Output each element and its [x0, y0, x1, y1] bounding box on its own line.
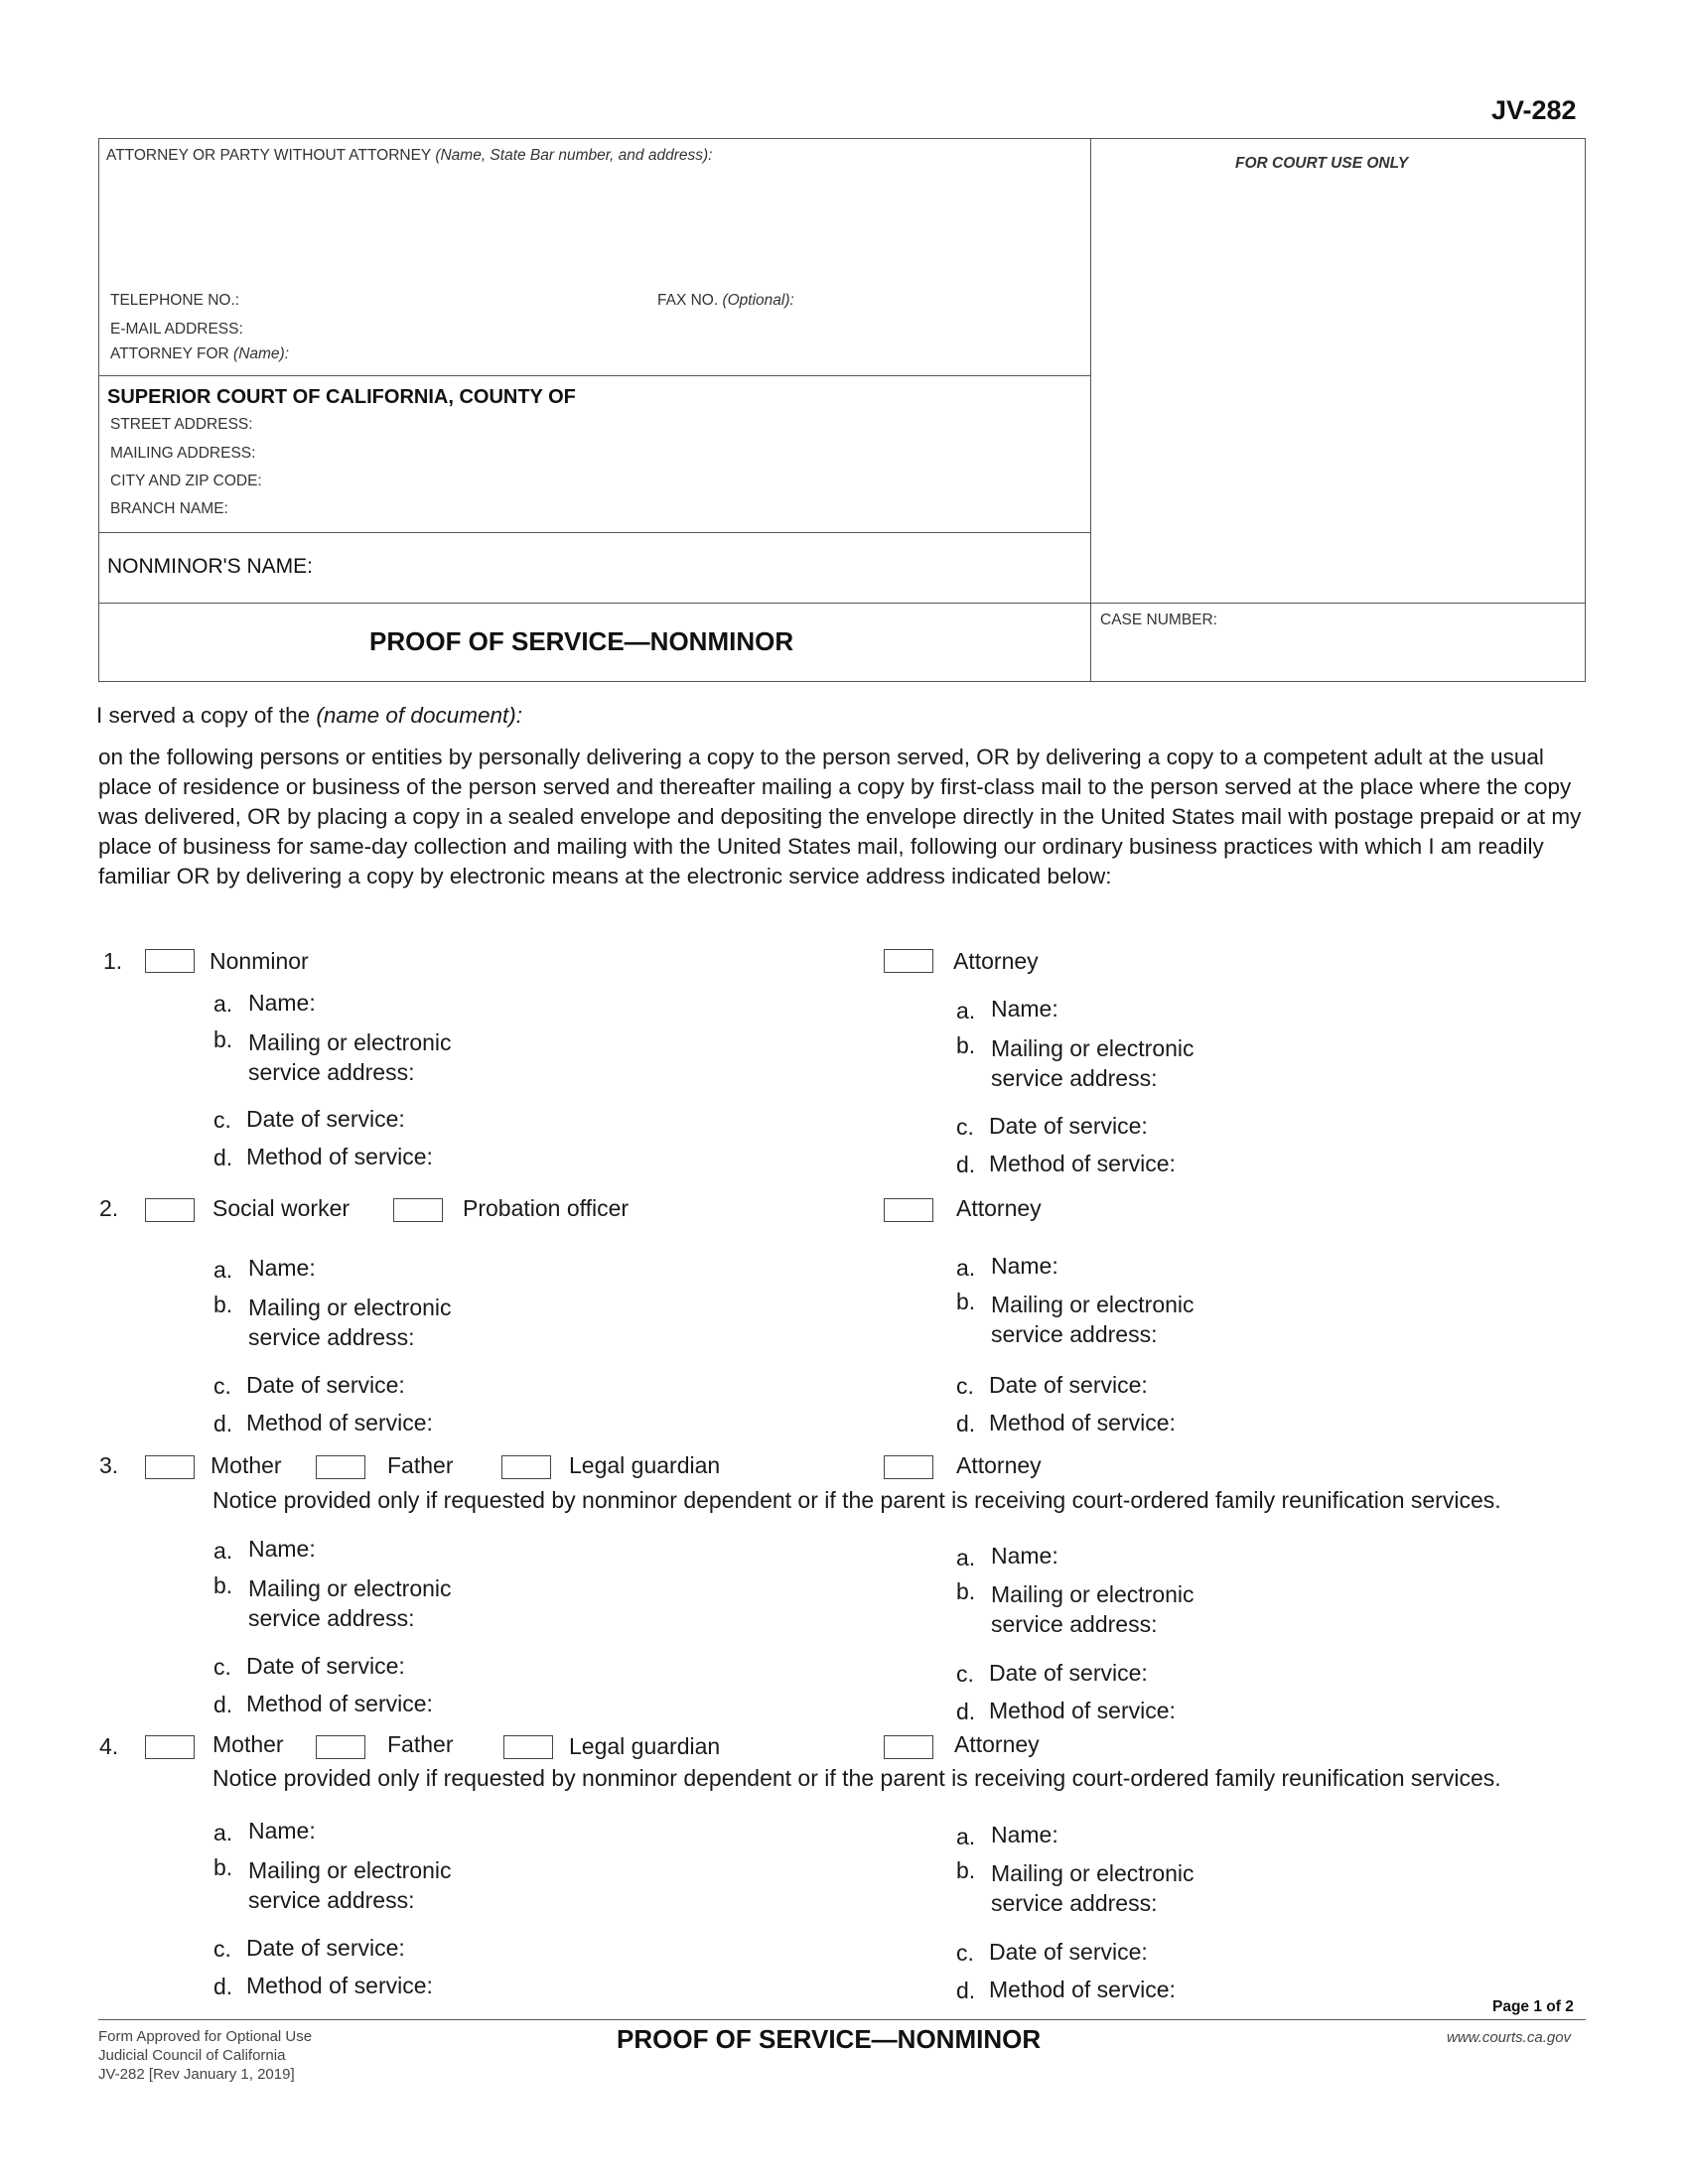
option-label: Legal guardian — [569, 1733, 721, 1759]
mailing-label: service address: — [248, 1887, 415, 1913]
sub-letter: d. — [213, 1692, 233, 1717]
sub-letter: d. — [213, 1145, 233, 1170]
footer-website[interactable]: www.courts.ca.gov — [1447, 2029, 1572, 2046]
item-number: 4. — [99, 1733, 119, 1759]
date-label: Date of service: — [989, 1660, 1148, 1686]
case-number-label: CASE NUMBER: — [1100, 612, 1217, 628]
mailing-label: service address: — [991, 1065, 1158, 1091]
sub-letter: d. — [956, 1411, 976, 1436]
attorney-label: ATTORNEY OR PARTY WITHOUT ATTORNEY (Name, State Bar number, and address): — [106, 147, 713, 164]
sub-letter: b. — [956, 1032, 976, 1058]
mailing-label: Mailing or electronic — [991, 1035, 1195, 1061]
date-label: Date of service: — [989, 1372, 1148, 1398]
date-label: Date of service: — [989, 1113, 1148, 1139]
footer-council: Judicial Council of California — [98, 2047, 286, 2064]
method-label: Method of service: — [246, 1691, 433, 1716]
sub-letter: b. — [213, 1572, 233, 1598]
name-label: Name: — [248, 1536, 316, 1562]
mailing-label: service address: — [991, 1321, 1158, 1347]
footer-rule — [98, 2019, 1586, 2020]
checkbox-father[interactable] — [316, 1455, 365, 1479]
name-label: Name: — [248, 990, 316, 1016]
footer-title: PROOF OF SERVICE—NONMINOR — [617, 2024, 1042, 2054]
sub-letter: b. — [213, 1854, 233, 1880]
name-label: Name: — [991, 1822, 1058, 1847]
method-label: Method of service: — [989, 1151, 1176, 1176]
checkbox-nonminor[interactable] — [145, 949, 195, 973]
sub-letter: c. — [956, 1373, 974, 1399]
sub-letter: d. — [213, 1974, 233, 1999]
checkbox-attorney[interactable] — [884, 1735, 933, 1759]
option-label: Father — [387, 1731, 454, 1757]
date-label: Date of service: — [246, 1935, 405, 1961]
attorney-label: Attorney — [956, 1452, 1042, 1478]
checkbox-mother[interactable] — [145, 1735, 195, 1759]
attorney-label: Attorney — [954, 1731, 1040, 1757]
sub-letter: d. — [956, 1978, 976, 2003]
notice-text: Notice provided only if requested by nonminor dependent or if the parent is receiving court-ordered family reunification services. — [212, 1765, 1501, 1791]
sub-letter: a. — [956, 1824, 976, 1849]
item-number: 1. — [103, 948, 123, 974]
attorney-for-label: ATTORNEY FOR (Name): — [110, 345, 290, 362]
name-label: Name: — [991, 1543, 1058, 1569]
mailing-label: Mailing or electronic — [991, 1860, 1195, 1886]
sub-letter: a. — [956, 998, 976, 1024]
attorney-label: Attorney — [956, 1195, 1042, 1221]
served-copy-line: I served a copy of the (name of document): — [96, 703, 522, 728]
checkbox-legal-guardian[interactable] — [503, 1735, 553, 1759]
checkbox-attorney[interactable] — [884, 1198, 933, 1222]
sub-letter: b. — [956, 1578, 976, 1604]
checkbox-attorney[interactable] — [884, 949, 933, 973]
option-label: Nonminor — [210, 948, 309, 974]
method-label: Method of service: — [989, 1410, 1176, 1435]
sub-letter: a. — [213, 991, 233, 1017]
form-number: JV-282 — [1491, 95, 1577, 125]
city-zip-label: CITY AND ZIP CODE: — [110, 473, 262, 489]
court-use-field[interactable] — [1092, 179, 1569, 596]
sub-letter: b. — [956, 1857, 976, 1883]
date-label: Date of service: — [246, 1372, 405, 1398]
option-label: Probation officer — [463, 1195, 630, 1221]
name-label: Name: — [991, 1253, 1058, 1279]
sub-letter: a. — [213, 1257, 233, 1283]
mailing-label: service address: — [991, 1890, 1158, 1916]
sub-letter: c. — [213, 1936, 231, 1962]
nonminor-name-label: NONMINOR'S NAME: — [107, 555, 314, 578]
sub-letter: a. — [956, 1545, 976, 1570]
page-number: Page 1 of 2 — [1492, 1998, 1574, 2015]
email-label: E-MAIL ADDRESS: — [110, 321, 243, 338]
service-paragraph: on the following persons or entities by personally delivering a copy to the person served, OR by delivering a copy to a competent adult at the usual place of residence or business of the person served and thereafter mailing a copy by first-class mail to the person served at the place where the copy was delivered, OR by placing a copy in a sealed envelope and depositing the envelope directly in the United States mail with postage prepaid or at my place of business for same-day collection and mailing with the United States mail, following our ordinary business practices with which I am readily familiar OR by delivering a copy by electronic means at the electronic service address indicated below: — [98, 745, 1582, 888]
option-label: Mother — [211, 1452, 282, 1478]
method-label: Method of service: — [989, 1977, 1176, 2002]
mailing-label: service address: — [991, 1611, 1158, 1637]
method-label: Method of service: — [246, 1973, 433, 1998]
sub-letter: b. — [956, 1289, 976, 1314]
sub-letter: a. — [213, 1538, 233, 1564]
checkbox-legal-guardian[interactable] — [501, 1455, 551, 1479]
sub-letter: d. — [213, 1411, 233, 1436]
sub-letter: c. — [213, 1373, 231, 1399]
checkbox-father[interactable] — [316, 1735, 365, 1759]
sub-letter: d. — [956, 1152, 976, 1177]
footer-revision: JV-282 [Rev January 1, 2019] — [98, 2066, 295, 2083]
sub-letter: a. — [213, 1820, 233, 1845]
sub-letter: a. — [956, 1255, 976, 1281]
sub-letter: b. — [213, 1292, 233, 1317]
checkbox-social-worker[interactable] — [145, 1198, 195, 1222]
footer-approved: Form Approved for Optional Use — [98, 2028, 313, 2045]
sub-letter: c. — [213, 1107, 231, 1133]
sub-letter: c. — [213, 1654, 231, 1680]
sub-letter: c. — [956, 1940, 974, 1966]
street-address-label: STREET ADDRESS: — [110, 416, 253, 433]
mailing-label: Mailing or electronic — [248, 1857, 452, 1883]
item-number: 3. — [99, 1452, 119, 1478]
method-label: Method of service: — [989, 1698, 1176, 1723]
checkbox-probation-officer[interactable] — [393, 1198, 443, 1222]
mailing-address-label: MAILING ADDRESS: — [110, 445, 256, 462]
notice-text: Notice provided only if requested by nonminor dependent or if the parent is receiving court-ordered family reunification services. — [212, 1487, 1501, 1513]
mailing-label: service address: — [248, 1324, 415, 1350]
option-label: Legal guardian — [569, 1452, 721, 1478]
sub-letter: c. — [956, 1114, 974, 1140]
option-label: Father — [387, 1452, 454, 1478]
option-label: Social worker — [212, 1195, 351, 1221]
mailing-label: service address: — [248, 1605, 415, 1631]
option-label: Mother — [212, 1731, 284, 1757]
name-label: Name: — [991, 996, 1058, 1022]
method-label: Method of service: — [246, 1410, 433, 1435]
mailing-label: Mailing or electronic — [248, 1575, 452, 1601]
branch-name-label: BRANCH NAME: — [110, 500, 228, 517]
mailing-label: service address: — [248, 1059, 415, 1085]
method-label: Method of service: — [246, 1144, 433, 1169]
name-label: Name: — [248, 1818, 316, 1843]
sub-letter: b. — [213, 1026, 233, 1052]
date-label: Date of service: — [989, 1939, 1148, 1965]
mailing-label: Mailing or electronic — [248, 1295, 452, 1320]
checkbox-attorney[interactable] — [884, 1455, 933, 1479]
name-label: Name: — [248, 1255, 316, 1281]
court-use-label: FOR COURT USE ONLY — [1235, 155, 1409, 172]
telephone-label: TELEPHONE NO.: — [110, 292, 240, 309]
sub-letter: d. — [956, 1699, 976, 1724]
mailing-label: Mailing or electronic — [991, 1292, 1195, 1317]
mailing-label: Mailing or electronic — [991, 1581, 1195, 1607]
date-label: Date of service: — [246, 1106, 405, 1132]
court-title: SUPERIOR COURT OF CALIFORNIA, COUNTY OF — [107, 386, 576, 408]
date-label: Date of service: — [246, 1653, 405, 1679]
checkbox-mother[interactable] — [145, 1455, 195, 1479]
sub-letter: c. — [956, 1661, 974, 1687]
item-number: 2. — [99, 1195, 119, 1221]
attorney-label: Attorney — [953, 948, 1039, 974]
form-title: PROOF OF SERVICE—NONMINOR — [369, 626, 794, 656]
mailing-label: Mailing or electronic — [248, 1029, 452, 1055]
fax-label: FAX NO. (Optional): — [657, 292, 794, 309]
